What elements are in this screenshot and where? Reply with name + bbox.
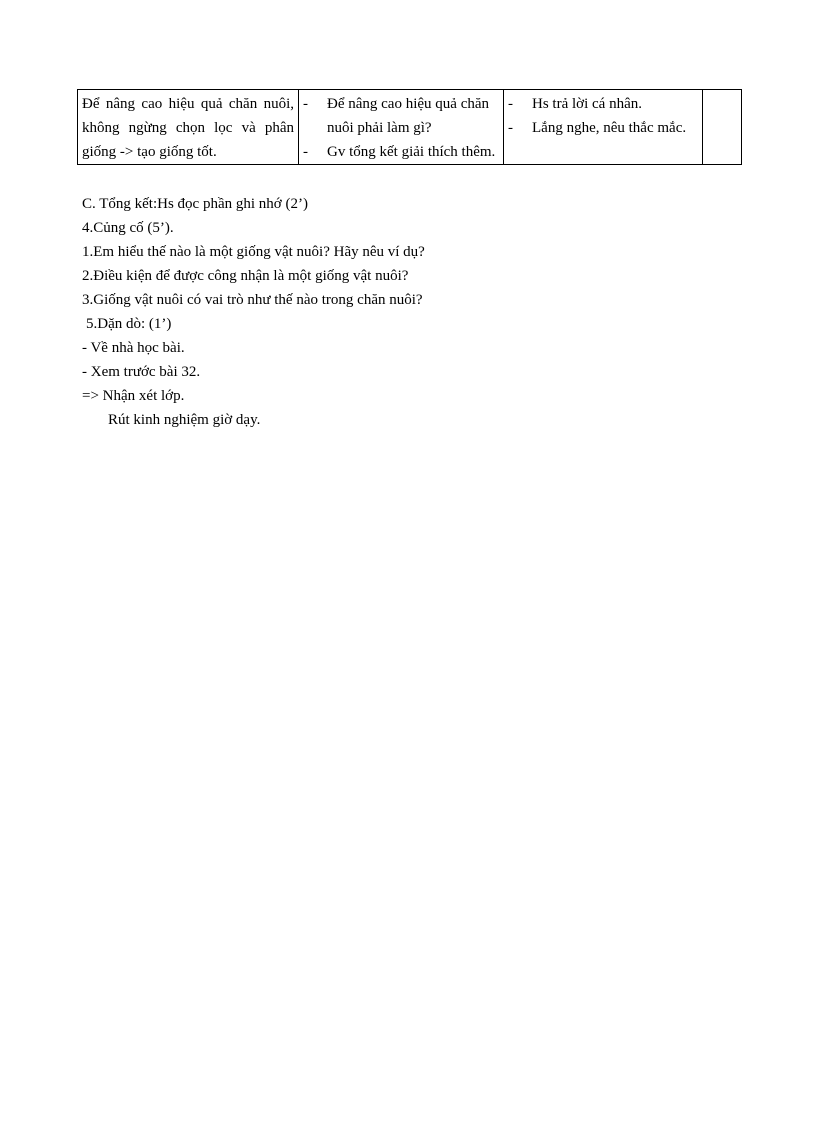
teacher-activity-text: Để nâng cao hiệu quả chăn nuôi phải làm gì?: [327, 96, 490, 136]
question-2: 2.Điều kiện để được công nhận là một giống vật nuôi?: [82, 268, 409, 284]
teaching-experience: Rút kinh nghiệm giờ dạy.: [108, 412, 261, 428]
list-item: [303, 140, 499, 164]
summary-line: C. Tổng kết:Hs đọc phần ghi nhớ (2’): [82, 196, 308, 212]
lesson-body: [82, 192, 782, 432]
student-activity-text: Hs trả lời cá nhân.: [532, 96, 642, 112]
class-remark: => Nhận xét lớp.: [82, 388, 185, 404]
teacher-activity-text: Gv tổng kết giải thích thêm.: [327, 144, 496, 160]
list-item: [303, 92, 499, 140]
question-3: 3.Giống vật nuôi có vai trò như thế nào trong chăn nuôi?: [82, 292, 423, 308]
student-activity-text: Lắng nghe, nêu thắc mắc.: [532, 120, 687, 136]
homework-item-1: - Về nhà học bài.: [82, 340, 185, 356]
list-item: [508, 116, 698, 140]
content-text: Để nâng cao hiệu quả chăn nuôi, không ngừng chọn lọc và phân giống -> tạo giống tốt.: [82, 96, 294, 160]
lesson-table: [77, 89, 742, 165]
content-cell: [78, 90, 299, 165]
teacher-activity-cell: [299, 90, 504, 165]
bullet-dash: -: [508, 96, 513, 112]
list-item: [508, 92, 698, 116]
homework-item-2: - Xem trước bài 32.: [82, 364, 201, 380]
bullet-dash: -: [303, 96, 308, 112]
student-activity-cell: [504, 90, 703, 165]
homework-heading: 5.Dặn dò: (1’): [86, 316, 172, 332]
consolidate-heading: 4.Củng cố (5’).: [82, 220, 174, 236]
notes-cell: [703, 90, 742, 165]
bullet-dash: -: [508, 120, 513, 136]
question-1: 1.Em hiểu thế nào là một giống vật nuôi? Hãy nêu ví dụ?: [82, 244, 425, 260]
table-row: [78, 90, 742, 165]
bullet-dash: -: [303, 144, 308, 160]
